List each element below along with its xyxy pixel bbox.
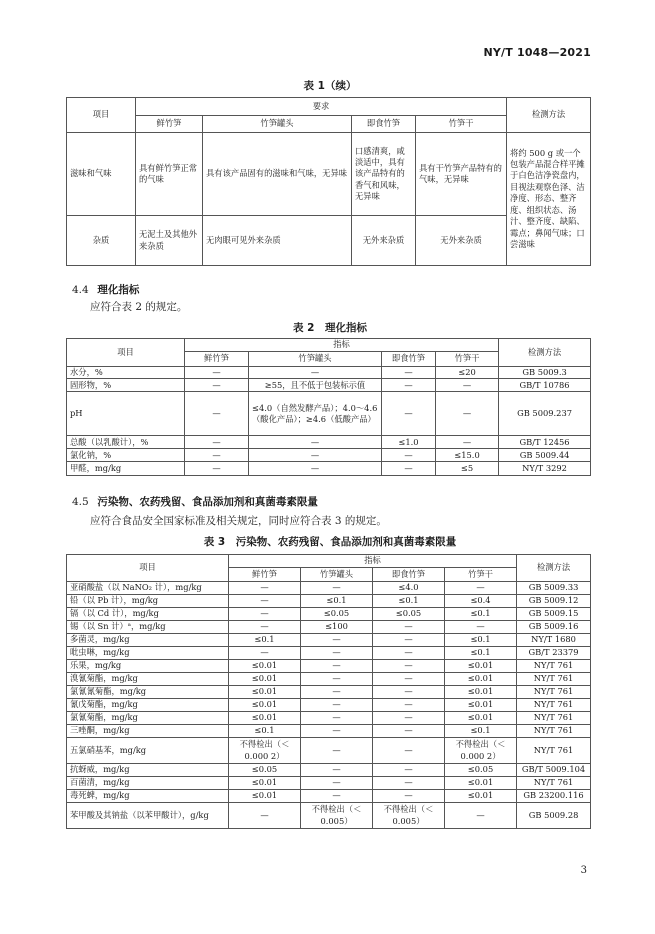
row-cell: — — [445, 582, 517, 595]
row-item: 三唑酮，mg/kg — [67, 725, 229, 738]
row-method: GB/T 12456 — [499, 436, 591, 449]
row-cell: ≤1.0 — [382, 436, 436, 449]
row-cell: — — [382, 392, 436, 436]
table3-caption: 表 3 污染物、农药残留、食品添加剂和真菌毒素限量 — [203, 536, 457, 548]
row-method: NY/T 1680 — [517, 634, 591, 647]
row-cell: — — [373, 777, 445, 790]
row-cell: ≤0.01 — [445, 790, 517, 803]
row-cell: — — [301, 738, 373, 764]
page-number: 3 — [580, 865, 587, 876]
row-cell: — — [229, 621, 301, 634]
table2 — [66, 338, 591, 476]
table-row — [67, 647, 591, 660]
row-item: 氯化钠，% — [67, 449, 185, 462]
row-cell: — — [373, 673, 445, 686]
row-cell: ≤0.01 — [445, 699, 517, 712]
table1-cell: 无外来杂质 — [416, 216, 507, 266]
table-row — [67, 777, 591, 790]
row-cell: ≤0.01 — [445, 777, 517, 790]
row-cell: — — [185, 436, 249, 449]
row-item: 毒死蜱，mg/kg — [67, 790, 229, 803]
row-cell: — — [249, 462, 382, 476]
row-cell: ≤0.05 — [445, 764, 517, 777]
row-cell: — — [301, 582, 373, 595]
row-method: GB 23200.116 — [517, 790, 591, 803]
row-item: 百菌清，mg/kg — [67, 777, 229, 790]
row-cell: — — [301, 777, 373, 790]
row-method: NY/T 761 — [517, 686, 591, 699]
row-method: GB 5009.28 — [517, 803, 591, 829]
table3-subheader: 鲜竹笋 — [229, 568, 301, 582]
row-cell: ≤4.0（自然发酵产品）；4.0～4.6（酸化产品）；≥4.6（低酸产品） — [249, 392, 382, 436]
row-cell: ≤0.01 — [229, 712, 301, 725]
section-title: 理化指标 — [97, 284, 140, 296]
row-cell: 不得检出（＜0.005） — [373, 803, 445, 829]
table2-subheader: 竹笋罐头 — [249, 352, 382, 367]
row-cell: — — [373, 790, 445, 803]
table-row — [67, 595, 591, 608]
table2-body — [67, 367, 591, 476]
table-row — [67, 725, 591, 738]
table-row — [67, 660, 591, 673]
row-cell: 不得检出（＜0.000 2） — [229, 738, 301, 764]
row-cell: — — [373, 621, 445, 634]
row-cell: ≤0.1 — [445, 634, 517, 647]
row-item: 甲醛，mg/kg — [67, 462, 185, 476]
row-cell: — — [185, 462, 249, 476]
row-item: 亚硝酸盐（以 NaNO₂ 计），mg/kg — [67, 582, 229, 595]
row-cell: — — [382, 379, 436, 392]
row-cell: — — [249, 449, 382, 462]
row-item: pH — [67, 392, 185, 436]
row-cell: ≤5 — [436, 462, 499, 476]
row-cell: — — [373, 686, 445, 699]
row-method: NY/T 761 — [517, 738, 591, 764]
table3-header-index: 指标 — [229, 555, 517, 568]
table-row — [67, 764, 591, 777]
table1-cell: 具有该产品固有的滋味和气味，无异味 — [203, 133, 352, 216]
table1-cell: 具有干竹笋产品特有的气味，无异味 — [416, 133, 507, 216]
row-cell: — — [301, 712, 373, 725]
row-method: NY/T 3292 — [499, 462, 591, 476]
row-method: GB 5009.12 — [517, 595, 591, 608]
row-cell: ≤0.1 — [229, 634, 301, 647]
row-cell: ≤0.1 — [373, 595, 445, 608]
row-cell: ≤4.0 — [373, 582, 445, 595]
row-cell: — — [382, 462, 436, 476]
table1-subheader: 鲜竹笋 — [136, 116, 203, 133]
table-row — [67, 621, 591, 634]
row-method: NY/T 761 — [517, 712, 591, 725]
table-row — [67, 803, 591, 829]
table-row — [67, 462, 591, 476]
row-cell: — — [445, 803, 517, 829]
row-item: 溴氰菊酯，mg/kg — [67, 673, 229, 686]
row-cell: — — [373, 725, 445, 738]
row-cell: — — [373, 660, 445, 673]
row-cell: — — [373, 699, 445, 712]
row-cell: ≤0.05 — [373, 608, 445, 621]
row-cell: ≤0.01 — [445, 660, 517, 673]
row-cell: — — [382, 367, 436, 379]
table3 — [66, 554, 591, 829]
table3-subheader: 竹笋干 — [445, 568, 517, 582]
row-cell: — — [436, 379, 499, 392]
row-cell: ≤0.01 — [445, 673, 517, 686]
table1-header-requirement: 要求 — [136, 98, 507, 116]
row-cell: ≤0.01 — [229, 660, 301, 673]
table1-cell: 具有鲜竹笋正常的气味 — [136, 133, 203, 216]
row-cell: ≤0.01 — [445, 712, 517, 725]
table-row — [67, 608, 591, 621]
table3-header-item: 项目 — [67, 555, 229, 582]
table1-subheader: 即食竹笋 — [352, 116, 416, 133]
table-row — [67, 686, 591, 699]
row-cell: — — [373, 764, 445, 777]
table1-cell: 无泥土及其他外来杂质 — [136, 216, 203, 266]
row-method: NY/T 761 — [517, 673, 591, 686]
section-4-4-text: 应符合表 2 的规定。 — [90, 301, 188, 313]
row-cell: ≤0.1 — [301, 595, 373, 608]
row-cell: ≤0.1 — [445, 608, 517, 621]
row-item: 氰戊菊酯，mg/kg — [67, 699, 229, 712]
row-method: NY/T 761 — [517, 699, 591, 712]
row-cell: ≤20 — [436, 367, 499, 379]
row-item: 固形物，% — [67, 379, 185, 392]
table3-subheader: 即食竹笋 — [373, 568, 445, 582]
row-cell: — — [249, 367, 382, 379]
table-row — [67, 634, 591, 647]
row-cell: — — [229, 582, 301, 595]
row-cell: ≤15.0 — [436, 449, 499, 462]
table2-header-method: 检测方法 — [499, 339, 591, 367]
section-4-5-text: 应符合食品安全国家标准及相关规定，同时应符合表 3 的规定。 — [90, 515, 387, 527]
section-number: 4.5 — [72, 496, 89, 508]
table-row — [67, 367, 591, 379]
table-row — [67, 582, 591, 595]
row-cell: ≤0.1 — [445, 647, 517, 660]
row-item: 乐果，mg/kg — [67, 660, 229, 673]
table1-cell: 无外来杂质 — [352, 216, 416, 266]
row-cell: — — [185, 367, 249, 379]
row-item: 锡（以 Sn 计）ᵃ，mg/kg — [67, 621, 229, 634]
row-cell: ≤0.1 — [445, 725, 517, 738]
row-item: 总酸（以乳酸计），% — [67, 436, 185, 449]
row-method: NY/T 761 — [517, 777, 591, 790]
row-cell: — — [229, 803, 301, 829]
row-cell: — — [249, 436, 382, 449]
row-cell: — — [301, 634, 373, 647]
row-cell: — — [301, 790, 373, 803]
row-cell: — — [301, 699, 373, 712]
table1-header-method: 检测方法 — [507, 98, 591, 133]
row-method: GB 5009.44 — [499, 449, 591, 462]
table1-method: 将约 500 g 或一个包装产品混合样平摊于白色洁净瓷盘内，目视法观察色泽、洁净度、形态、整齐度、组织状态、汤汁、整齐度、缺陷、霉点；鼻闻气味；口尝滋味 — [507, 133, 591, 266]
row-cell: ≤0.1 — [229, 725, 301, 738]
row-cell: — — [301, 764, 373, 777]
table1-header-item: 项目 — [67, 98, 136, 133]
row-cell: — — [185, 392, 249, 436]
table1-cell: 口感清爽，咸淡适中，具有该产品特有的香气和风味，无异味 — [352, 133, 416, 216]
row-item: 抗蚜威，mg/kg — [67, 764, 229, 777]
table-row — [67, 449, 591, 462]
section-title: 污染物、农药残留、食品添加剂和真菌毒素限量 — [97, 496, 318, 508]
table1-cell: 无肉眼可见外来杂质 — [203, 216, 352, 266]
row-method: GB 5009.15 — [517, 608, 591, 621]
table-row — [67, 673, 591, 686]
row-method: GB/T 10786 — [499, 379, 591, 392]
row-cell: ≤0.4 — [445, 595, 517, 608]
table-row — [67, 379, 591, 392]
row-cell: — — [229, 647, 301, 660]
table-row — [67, 790, 591, 803]
table1-subheader: 竹笋罐头 — [203, 116, 352, 133]
row-cell: — — [436, 392, 499, 436]
table-row — [67, 133, 591, 216]
standard-number: NY/T 1048—2021 — [483, 46, 591, 59]
row-cell: — — [382, 449, 436, 462]
table2-subheader: 鲜竹笋 — [185, 352, 249, 367]
row-cell: — — [373, 738, 445, 764]
row-cell: ≤100 — [301, 621, 373, 634]
row-method: GB 5009.237 — [499, 392, 591, 436]
row-item: 镉（以 Cd 计），mg/kg — [67, 608, 229, 621]
row-cell: ≤0.01 — [229, 686, 301, 699]
table1-item: 滋味和气味 — [67, 133, 136, 216]
row-cell: — — [301, 686, 373, 699]
row-cell: — — [373, 634, 445, 647]
row-cell: — — [445, 621, 517, 634]
row-cell: — — [301, 660, 373, 673]
table3-body — [67, 582, 591, 829]
table-row — [67, 738, 591, 764]
table-row — [67, 699, 591, 712]
row-cell: ≤0.01 — [229, 699, 301, 712]
table2-header-item: 项目 — [67, 339, 185, 367]
row-item: 氯氰菊酯，mg/kg — [67, 712, 229, 725]
row-item: 多菌灵，mg/kg — [67, 634, 229, 647]
row-method: GB 5009.16 — [517, 621, 591, 634]
table2-subheader: 竹笋干 — [436, 352, 499, 367]
row-method: GB 5009.33 — [517, 582, 591, 595]
row-cell: — — [301, 673, 373, 686]
row-cell: — — [373, 647, 445, 660]
row-cell: — — [229, 595, 301, 608]
row-item: 吡虫啉，mg/kg — [67, 647, 229, 660]
row-cell: ≤0.01 — [229, 790, 301, 803]
table2-header-index: 指标 — [185, 339, 499, 352]
table2-subheader: 即食竹笋 — [382, 352, 436, 367]
row-cell: — — [436, 436, 499, 449]
row-method: GB 5009.3 — [499, 367, 591, 379]
row-cell: ≤0.01 — [445, 686, 517, 699]
section-4-5-heading — [72, 494, 318, 509]
row-method: NY/T 761 — [517, 725, 591, 738]
row-cell: — — [229, 608, 301, 621]
row-cell: ≤0.01 — [229, 777, 301, 790]
section-4-4-heading — [72, 282, 139, 297]
row-cell: — — [373, 712, 445, 725]
row-cell: ≥55，且不低于包装标示值 — [249, 379, 382, 392]
row-cell: ≤0.05 — [229, 764, 301, 777]
row-item: 铅（以 Pb 计），mg/kg — [67, 595, 229, 608]
row-cell: — — [185, 379, 249, 392]
row-cell: ≤0.01 — [229, 673, 301, 686]
row-cell: 不得检出（＜0.000 2） — [445, 738, 517, 764]
table1-caption: 表 1（续） — [303, 80, 357, 92]
table1 — [66, 97, 591, 266]
row-item: 氯氰氰菊酯，mg/kg — [67, 686, 229, 699]
row-method: GB/T 23379 — [517, 647, 591, 660]
row-item: 五氯硝基苯，mg/kg — [67, 738, 229, 764]
table3-subheader: 竹笋罐头 — [301, 568, 373, 582]
row-item: 水分，% — [67, 367, 185, 379]
table-row — [67, 392, 591, 436]
table2-caption: 表 2 理化指标 — [293, 322, 367, 334]
table-row — [67, 712, 591, 725]
section-number: 4.4 — [72, 284, 89, 296]
row-cell: ≤0.05 — [301, 608, 373, 621]
row-cell: — — [185, 449, 249, 462]
row-method: NY/T 761 — [517, 660, 591, 673]
table-row — [67, 436, 591, 449]
row-cell: 不得检出（＜0.005） — [301, 803, 373, 829]
row-method: GB/T 5009.104 — [517, 764, 591, 777]
table3-header-method: 检测方法 — [517, 555, 591, 582]
row-cell: — — [301, 725, 373, 738]
table1-subheader: 竹笋干 — [416, 116, 507, 133]
row-cell: — — [301, 647, 373, 660]
table1-item: 杂质 — [67, 216, 136, 266]
row-item: 苯甲酸及其钠盐（以苯甲酸计），g/kg — [67, 803, 229, 829]
